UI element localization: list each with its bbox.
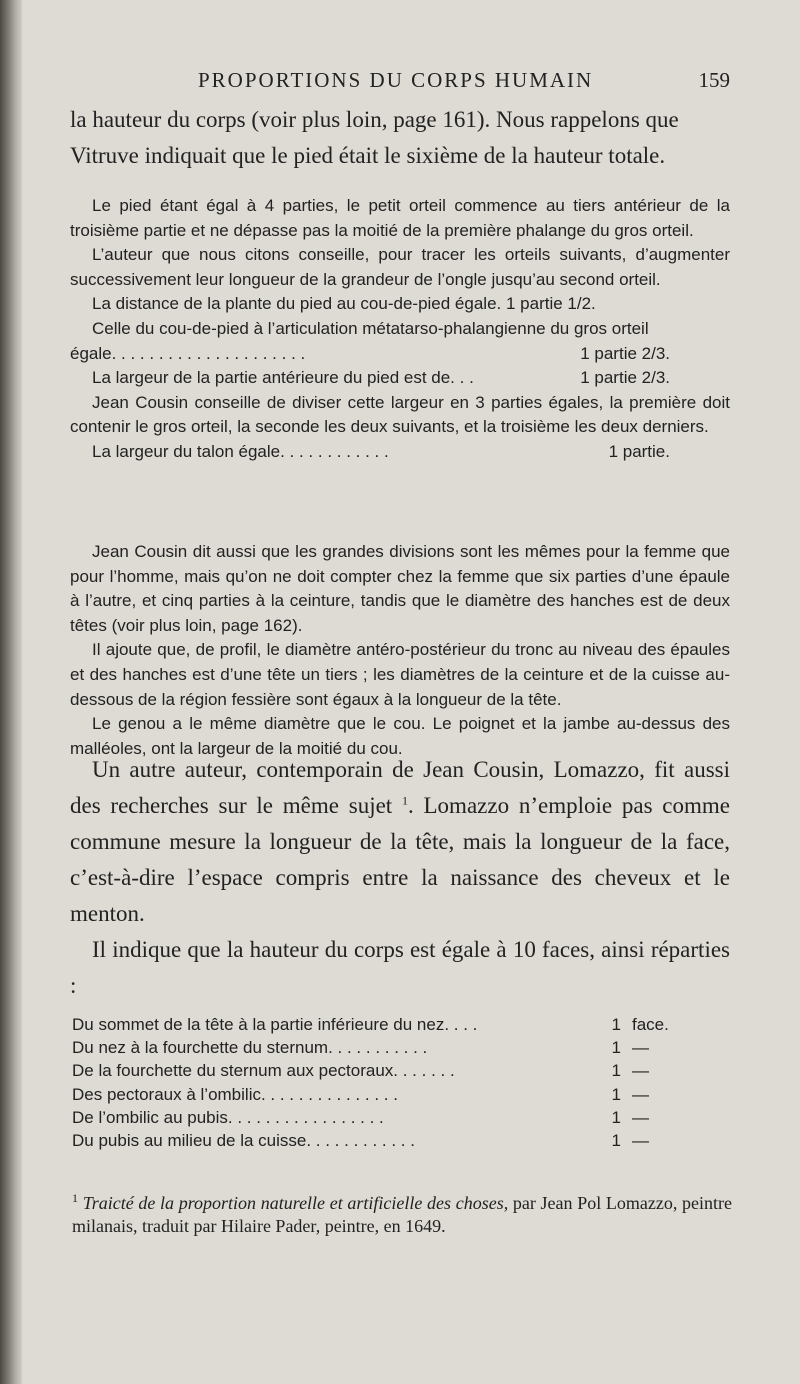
measure-value: 1 partie 2/3. [580, 343, 670, 363]
running-title: PROPORTIONS DU CORPS HUMAIN [198, 68, 594, 92]
measure-lead: La largeur de la partie antérieure du pied est de. . . [92, 368, 474, 388]
faces-table [72, 1013, 732, 1152]
intro-line-2: Vitruve indiquait que le pied était le sixième de la hauteur totale. [70, 143, 666, 168]
measure-lead: égale. . . . . . . . . . . . . . . . . . . . . [70, 343, 306, 363]
paragraph-small-toe: Le pied étant égal à 4 parties, le petit orteil commence au tiers antérieur de la troisième partie et ne dépasse pas la moitié de la première phalange du gros orteil. [70, 196, 730, 240]
small-block-feet [70, 194, 730, 465]
paragraph-knee: Le genou a le même diamètre que le cou. Le poignet et la jambe au-dessus des malléoles, ont la largeur de la moitié du cou. [70, 714, 730, 758]
paragraph-woman: Jean Cousin dit aussi que les grandes divisions sont les mêmes pour la femme que pour l’homme, mais qu’on ne doit compter chez la femme que six parties d’une épaule à l’autre, et cinq parties à la ceinture, tandis que le diamètre des hanches est de deux têtes (voir plus loin, page 162). [70, 542, 730, 635]
paragraph-lomazzo: Un autre auteur, contemporain de Jean Cousin, Lomazzo, fit aussi des recherches sur le même sujet $^1$. Lomazzo n’emploie pas comme commune mesure la longueur de la tête, mais la longueur de la face, c’est-à-dire l’espace compris entre la naissance des cheveux et le menton. [70, 757, 731, 926]
main-text [70, 752, 730, 1004]
table-row: Du nez à la fourchette du sternum. . . . . . . . . . . 1 — [72, 1038, 649, 1058]
intro-text [70, 102, 730, 174]
paragraph-toes-length: L’auteur que nous citons conseille, pour tracer les orteils suivants, d’augmenter successivement leur longueur de la grandeur de l’ongle jusqu’au second orteil. [70, 245, 730, 289]
measure-value: 1 partie. [608, 441, 670, 461]
intro-line-1: la hauteur du corps (voir plus loin, page 161). Nous rappelons que [70, 107, 679, 132]
footnote-text: par Jean Pol Lomazzo, peintre milanais, traduit par Hilaire Pader, peintre, en 1649. [72, 1193, 733, 1236]
table-row: De la fourchette du sternum aux pectoraux. . . . . . . 1 — [72, 1061, 649, 1081]
measure-value: 1 partie 2/3. [580, 368, 670, 388]
measure-row-heel [70, 440, 730, 465]
measure-lead: La largeur du talon égale. . . . . . . . . . . . [92, 441, 389, 461]
table-row: Des pectoraux à l’ombilic. . . . . . . . . . . . . . . 1 — [72, 1084, 649, 1104]
paragraph-division: Jean Cousin conseille de diviser cette largeur en 3 parties égales, la première doit contenir le gros orteil, la seconde les deux suivants, et la troisième les deux derniers. [70, 392, 730, 437]
table-row: De l’ombilic au pubis. . . . . . . . . . . . . . . . . 1 — [72, 1107, 649, 1127]
footnote-marker: 1 [72, 1191, 78, 1205]
paragraph-sole-distance: La distance de la plante du pied au cou-de-pied égale. 1 partie 1/2. [92, 294, 596, 314]
footnote-ref: 1 [401, 793, 408, 808]
paragraph-faces: Il indique que la hauteur du corps est égale à 10 faces, ainsi réparties : [70, 937, 730, 998]
table-row: Du sommet de la tête à la partie inférieure du nez. . . . 1 face. [72, 1015, 669, 1034]
page-number: 159 [698, 68, 730, 92]
measure-row-width [70, 366, 730, 391]
book-binding-shadow [0, 0, 22, 1384]
running-header [170, 68, 730, 96]
measure-row-instep [70, 342, 730, 367]
table-row: Du pubis au milieu de la cuisse. . . . . . . . . . . . 1 — [72, 1130, 649, 1150]
paragraph-instep-line: Celle du cou-de-pied à l’articulation métatarso-phalangienne du gros orteil [92, 318, 649, 338]
small-block-woman [70, 540, 730, 761]
paragraph-profile: Il ajoute que, de profil, le diamètre antéro-postérieur du tronc au niveau des épaules et des hanches est d’une tête un tiers ; les diamètres de la ceinture et de la cuisse au-dessous de la région fessière sont égaux à la longueur de la tête. [70, 640, 730, 709]
footnote-book-title: Traicté de la proportion naturelle et artificielle des choses, [82, 1193, 509, 1213]
footnote [72, 1192, 732, 1237]
